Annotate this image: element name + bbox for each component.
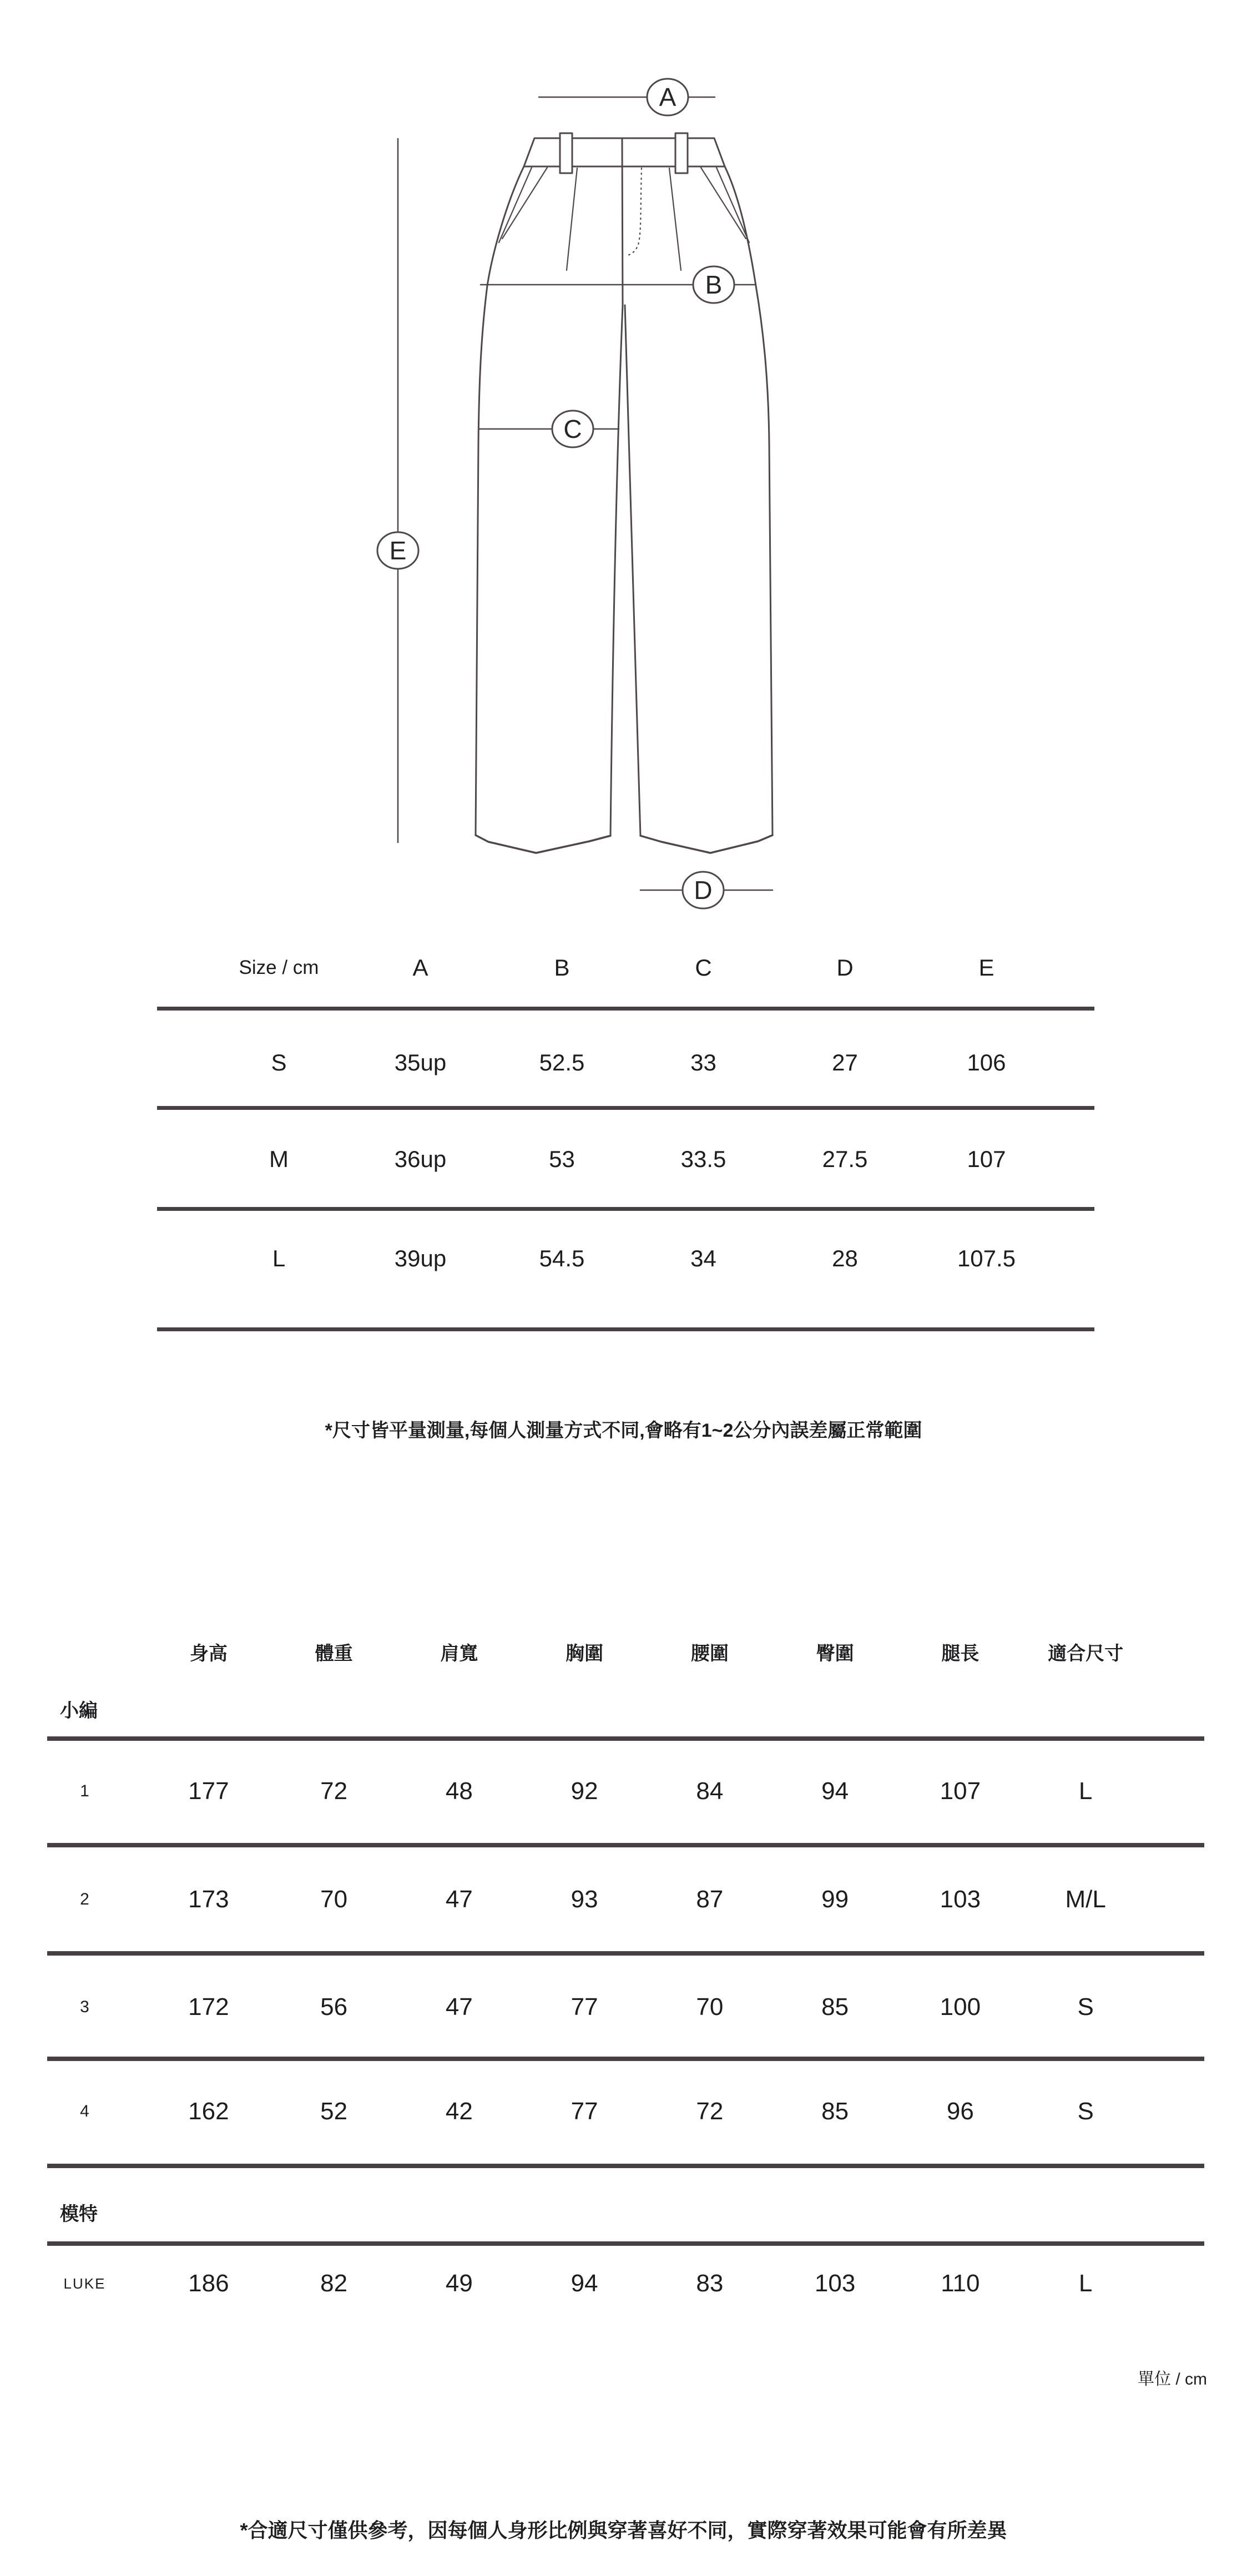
value-cell: 107: [967, 1146, 1006, 1172]
group-label-model: 模特: [60, 2204, 98, 2225]
size-table-header-cell: A: [412, 954, 428, 981]
value-cell: 48: [445, 1777, 473, 1805]
fit-table-rule: [47, 1951, 1204, 1956]
measurement-lines: [398, 97, 773, 890]
construction-lines: [499, 168, 749, 270]
value-cell: 82: [320, 2270, 348, 2297]
belt-loop-left: [560, 133, 572, 173]
pants-diagram: [0, 0, 1247, 921]
size-table-rule: [157, 1106, 1094, 1110]
label-b: B: [705, 270, 723, 299]
value-cell: 92: [571, 1777, 598, 1805]
fit-table-row: [146, 1882, 1148, 1917]
value-cell: 49: [445, 2270, 473, 2297]
value-cell: 83: [696, 2270, 724, 2297]
value-cell: 107.5: [957, 1245, 1016, 1271]
inseam-left: [610, 305, 623, 836]
size-table-header-cell: Size / cm: [239, 957, 319, 978]
size-table-row-l: [208, 1241, 1057, 1276]
value-cell: 47: [445, 1993, 473, 2021]
pants-outline: [476, 133, 773, 853]
value-cell: M/L: [1065, 1886, 1106, 1913]
pleat-line-right: [669, 168, 681, 270]
value-cell: 107: [940, 1777, 981, 1805]
fit-table-rule: [47, 2057, 1204, 2061]
size-table-rule: [157, 1207, 1094, 1211]
pleat-line-left: [567, 168, 577, 270]
value-cell: 33: [690, 1049, 716, 1075]
size-table-header-cell: C: [695, 954, 712, 981]
value-cell: 162: [188, 2098, 229, 2125]
outer-seam-left: [476, 166, 524, 835]
pocket-line-left-2: [499, 168, 532, 243]
value-cell: 72: [320, 1777, 348, 1805]
center-front-seam: [622, 139, 623, 305]
fit-note: *合適尺寸僅供參考，因每個人身形比例與穿著喜好不同，實際穿著效果可能會有所差異: [240, 2519, 1007, 2542]
size-table-rule: [157, 1007, 1094, 1011]
size-table-header-cell: E: [978, 954, 994, 981]
fit-header-cell: 腰圍: [690, 1643, 729, 1664]
value-cell: 33.5: [680, 1146, 726, 1172]
row-label: 4: [80, 2102, 89, 2120]
value-cell: 84: [696, 1777, 724, 1805]
value-cell: 85: [821, 1993, 849, 2021]
size-cell: L: [272, 1245, 286, 1271]
size-table-header-cell: D: [836, 954, 854, 981]
value-cell: 39up: [394, 1245, 447, 1271]
pocket-line-right-2: [716, 168, 749, 243]
size-table-row-s: [208, 1045, 1057, 1080]
value-cell: 94: [571, 2270, 598, 2297]
fit-header-cell: 體重: [315, 1643, 353, 1664]
group-label-editors: 小編: [60, 1700, 98, 1721]
fit-table-rule: [47, 2241, 1204, 2246]
value-cell: 77: [571, 2098, 598, 2125]
size-table-header-cell: B: [554, 954, 570, 981]
value-cell: 70: [696, 1993, 724, 2021]
fit-header-cell: 適合尺寸: [1048, 1643, 1124, 1664]
fit-table-row: [146, 2094, 1148, 2129]
value-cell: S: [1077, 1993, 1094, 2021]
value-cell: 56: [320, 1993, 348, 2021]
fit-table-row: [146, 2266, 1148, 2301]
fit-header-cell: 腿長: [941, 1643, 980, 1664]
row-label: 1: [80, 1782, 89, 1800]
label-e: E: [389, 536, 407, 565]
fit-table-rule: [47, 1736, 1204, 1741]
value-cell: 52.5: [539, 1049, 585, 1075]
value-cell: 35up: [394, 1049, 447, 1075]
label-letters: [390, 83, 723, 905]
value-cell: S: [1077, 2098, 1094, 2125]
label-bubbles: [377, 79, 734, 908]
value-cell: 93: [571, 1886, 598, 1913]
fly-stitch-line: [625, 168, 642, 256]
measurement-note: *尺寸皆平量測量,每個人測量方式不同,會略有1~2公分內誤差屬正常範圍: [325, 1420, 922, 1441]
unit-label: 單位 / cm: [1138, 2370, 1207, 2388]
fit-header-cell: 臀圍: [816, 1643, 854, 1664]
value-cell: L: [1078, 2270, 1093, 2297]
value-cell: 172: [188, 1993, 229, 2021]
fit-header-cell: 身高: [189, 1643, 228, 1664]
label-d: D: [694, 876, 713, 905]
fit-header-cell: 胸圍: [566, 1643, 604, 1664]
value-cell: L: [1078, 1777, 1093, 1805]
value-cell: 100: [940, 1993, 981, 2021]
label-c: C: [563, 415, 582, 443]
value-cell: 27: [832, 1049, 858, 1075]
value-cell: 34: [690, 1245, 716, 1271]
value-cell: 36up: [394, 1146, 447, 1172]
row-label: 2: [80, 1890, 89, 1908]
size-table-rule: [157, 1327, 1094, 1331]
value-cell: 177: [188, 1777, 229, 1805]
fit-table-row: [146, 1774, 1148, 1809]
value-cell: 85: [821, 2098, 849, 2125]
label-a: A: [659, 83, 676, 112]
value-cell: 53: [549, 1146, 575, 1172]
value-cell: 99: [821, 1886, 849, 1913]
value-cell: 77: [571, 1993, 598, 2021]
inseam-right: [625, 305, 640, 836]
size-table-header-row: [208, 950, 1057, 986]
fit-header-cell: 肩寬: [440, 1643, 478, 1664]
size-table-row-m: [208, 1141, 1057, 1177]
value-cell: 87: [696, 1886, 724, 1913]
hem-right: [640, 835, 773, 853]
fit-table-rule: [47, 1843, 1204, 1847]
value-cell: 110: [941, 2270, 980, 2297]
size-cell: M: [269, 1146, 289, 1172]
value-cell: 103: [940, 1886, 981, 1913]
value-cell: 27.5: [822, 1146, 868, 1172]
size-cell: S: [271, 1049, 287, 1075]
value-cell: 94: [821, 1777, 849, 1805]
value-cell: 103: [814, 2270, 856, 2297]
row-label: 3: [80, 1998, 89, 2016]
waistband: [524, 138, 725, 166]
value-cell: 96: [946, 2098, 974, 2125]
outer-seam-right: [725, 166, 773, 835]
value-cell: 47: [445, 1886, 473, 1913]
value-cell: 70: [320, 1886, 348, 1913]
fit-table-row: [146, 1989, 1148, 2025]
value-cell: 42: [445, 2098, 473, 2125]
row-label-model: LUKE: [63, 2275, 106, 2292]
value-cell: 173: [188, 1886, 229, 1913]
value-cell: 186: [188, 2270, 229, 2297]
value-cell: 52: [320, 2098, 348, 2125]
fit-table-rule: [47, 2164, 1204, 2168]
fit-table-header-row: [146, 1636, 1148, 1671]
value-cell: 28: [832, 1245, 858, 1271]
value-cell: 54.5: [539, 1245, 585, 1271]
hem-left: [476, 835, 610, 853]
value-cell: 106: [967, 1049, 1006, 1075]
value-cell: 72: [696, 2098, 724, 2125]
belt-loop-right: [675, 133, 688, 173]
